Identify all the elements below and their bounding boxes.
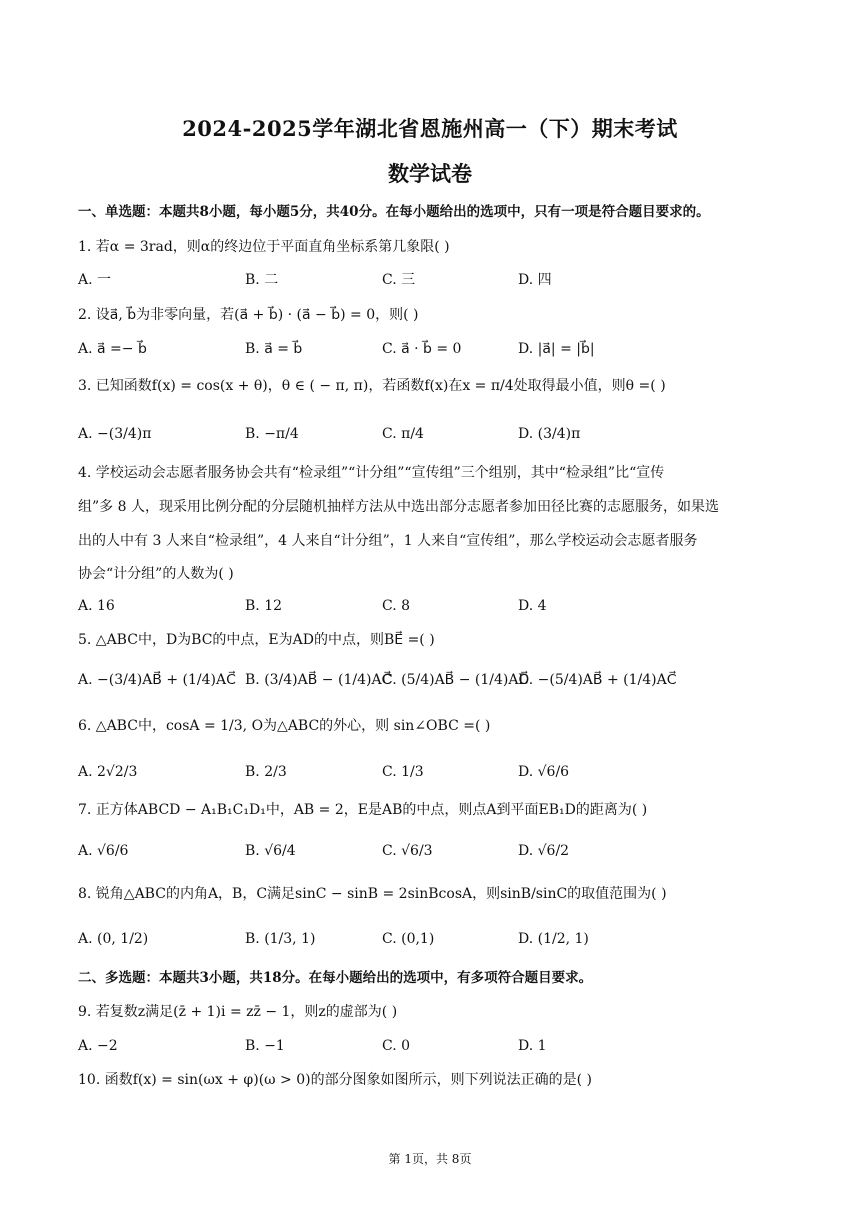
page-footer: 第 1页，共 8页 (388, 1152, 472, 1166)
q6-option-d[interactable]: D. √6/6 (518, 764, 570, 780)
q7-option-d[interactable]: D. √6/2 (518, 843, 570, 859)
exam-subtitle: 数学试卷 (388, 161, 472, 186)
q4-stem-line1: 4. 学校运动会志愿者服务协会共有“检录组”“计分组”“宣传组”三个组别，其中“检录组”比“宣传 (78, 465, 665, 481)
q9-stem: 9. 若复数z满足(z̄ + 1)i = zz̄ − 1，则z的虚部为( ) (78, 1004, 398, 1020)
q8-option-b[interactable]: B. (1/3, 1) (245, 931, 316, 947)
q4-option-a[interactable]: A. 16 (78, 598, 115, 614)
q1-option-b[interactable]: B. 二 (245, 272, 279, 288)
q8-stem: 8. 锐角△ABC的内角A，B，C满足sinC − sinB = 2sinBcosA，则sinB/sinC的取值范围为( ) (78, 886, 667, 902)
q2-option-c[interactable]: C. a⃗ · b⃗ = 0 (382, 341, 462, 357)
q5-option-a[interactable]: A. −(3/4)AB⃗ + (1/4)AC⃗ (78, 672, 236, 688)
q2-stem: 2. 设a⃗, b⃗为非零向量，若(a⃗ + b⃗) · (a⃗ − b⃗) = 0，则( ) (78, 307, 419, 323)
q2-option-b[interactable]: B. a⃗ = b⃗ (245, 341, 303, 357)
q2-option-d[interactable]: D. |a⃗| = |b⃗| (518, 341, 595, 357)
q2-option-a[interactable]: A. a⃗ =− b⃗ (78, 341, 147, 357)
q3-option-a[interactable]: A. −(3/4)π (78, 426, 152, 442)
q5-option-c[interactable]: C. (5/4)AB⃗ − (1/4)AC⃗ (382, 672, 529, 688)
q5-option-d[interactable]: D. −(5/4)AB⃗ + (1/4)AC⃗ (518, 672, 677, 688)
q5-option-b[interactable]: B. (3/4)AB⃗ − (1/4)AC⃗ (245, 672, 392, 688)
q1-option-c[interactable]: C. 三 (382, 272, 416, 288)
q6-option-b[interactable]: B. 2/3 (245, 764, 287, 780)
q4-option-c[interactable]: C. 8 (382, 598, 411, 614)
q7-option-b[interactable]: B. √6/4 (245, 843, 296, 859)
q7-stem: 7. 正方体ABCD − A₁B₁C₁D₁中，AB = 2，E是AB的中点，则点A到平面EB₁D的距离为( ) (78, 802, 648, 818)
q6-stem: 6. △ABC中，cosA = 1/3, O为△ABC的外心，则 sin∠OBC =( ) (78, 718, 491, 734)
q8-option-c[interactable]: C. (0,1) (382, 931, 435, 947)
q1-stem: 1. 若α = 3rad，则α的终边位于平面直角坐标系第几象限( ) (78, 239, 450, 255)
q1-option-a[interactable]: A. 一 (78, 272, 112, 288)
q10-stem: 10. 函数f(x) = sin(ωx + φ)(ω > 0)的部分图象如图所示，则下列说法正确的是( ) (78, 1072, 592, 1088)
q9-option-c[interactable]: C. 0 (382, 1038, 411, 1054)
q8-option-d[interactable]: D. (1/2, 1) (518, 931, 589, 947)
q4-stem-line4: 协会“计分组”的人数为( ) (78, 566, 234, 582)
q7-option-a[interactable]: A. √6/6 (78, 843, 129, 859)
q4-stem-line3: 出的人中有 3 人来自“检录组”，4 人来自“计分组”，1 人来自“宣传组”，那么学校运动会志愿者服务 (78, 533, 698, 549)
q9-option-d[interactable]: D. 1 (518, 1038, 547, 1054)
q3-stem: 3. 已知函数f(x) = cos(x + θ)，θ ∈ ( − π, π)，若函数f(x)在x = π/4处取得最小值，则θ =( ) (78, 378, 666, 394)
q6-option-a[interactable]: A. 2√2/3 (78, 764, 138, 780)
exam-title: 2024-2025学年湖北省恩施州高一（下）期末考试 (182, 116, 678, 141)
q9-option-a[interactable]: A. −2 (78, 1038, 118, 1054)
q4-option-b[interactable]: B. 12 (245, 598, 283, 614)
q1-option-d[interactable]: D. 四 (518, 272, 552, 288)
section-multiple-choice: 二、多选题：本题共3小题，共18分。在每小题给出的选项中，有多项符合题目要求。 (78, 970, 593, 986)
q3-option-b[interactable]: B. −π/4 (245, 426, 299, 442)
q9-option-b[interactable]: B. −1 (245, 1038, 285, 1054)
q4-option-d[interactable]: D. 4 (518, 598, 547, 614)
q3-option-d[interactable]: D. (3/4)π (518, 426, 581, 442)
q7-option-c[interactable]: C. √6/3 (382, 843, 433, 859)
q4-stem-line2: 组”多 8 人，现采用比例分配的分层随机抽样方法从中选出部分志愿者参加田径比赛的志愿服务，如果选 (78, 499, 719, 515)
q3-option-c[interactable]: C. π/4 (382, 426, 424, 442)
q8-option-a[interactable]: A. (0, 1/2) (78, 931, 149, 947)
q6-option-c[interactable]: C. 1/3 (382, 764, 424, 780)
q5-stem: 5. △ABC中，D为BC的中点，E为AD的中点，则BE⃗ =( ) (78, 632, 435, 648)
section-single-choice: 一、单选题：本题共8小题，每小题5分，共40分。在每小题给出的选项中，只有一项是符合题目要求的。 (78, 204, 710, 220)
